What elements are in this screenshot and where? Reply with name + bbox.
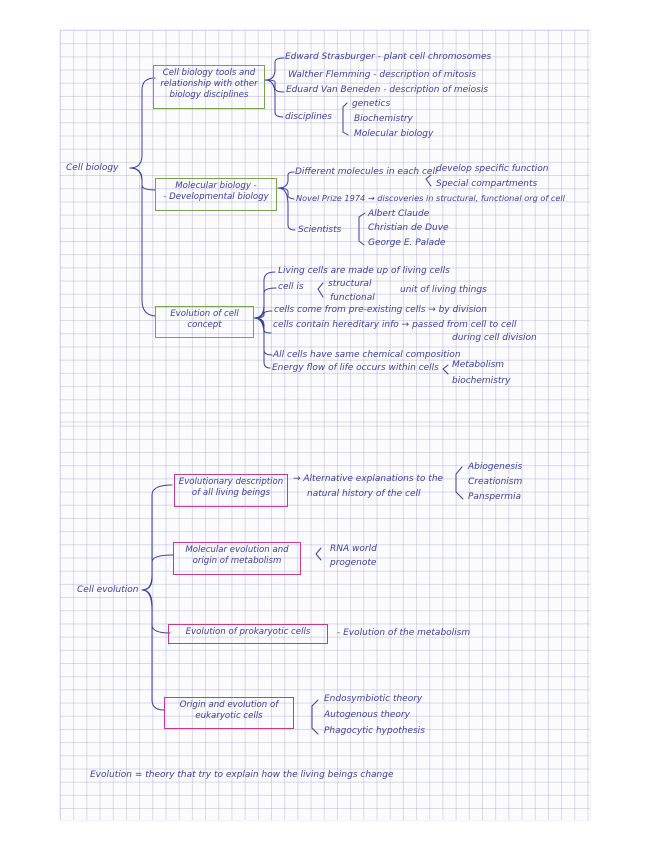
- natural-history-note: natural history of the cell: [307, 489, 421, 499]
- progenote-note: progenote: [330, 558, 377, 568]
- living-cells-note: Living cells are made up of living cells: [278, 266, 450, 276]
- box-line: Molecular evolution and: [185, 545, 289, 555]
- molecular-evolution-box: [173, 542, 301, 575]
- cell-biology-root: Cell biology: [66, 163, 119, 173]
- energy-flow-note: Energy flow of life occurs within cells: [272, 363, 439, 373]
- creationism-note: Creationism: [468, 477, 523, 487]
- box-line: Evolution of prokaryotic cells: [185, 627, 311, 637]
- specific-function-note: develop specific function: [436, 164, 549, 174]
- box-line: - Developmental biology: [163, 192, 269, 202]
- flemming-note: Walther Flemming - description of mitosis: [288, 70, 477, 80]
- structural-note: structural: [328, 279, 372, 289]
- phagocytic-hypothesis-note: Phagocytic hypothesis: [324, 726, 425, 736]
- evolution-definition-note: Evolution = theory that try to explain how the living beings change: [90, 770, 394, 780]
- evolution-of-metabolism-note: - Evolution of the metabolism: [337, 628, 471, 638]
- discipline-molecular-biology: Molecular biology: [354, 129, 434, 139]
- biochemistry-note: biochemistry: [452, 376, 511, 386]
- beneden-note: Eduard Van Beneden - description of meiosis: [286, 85, 489, 95]
- rna-world-note: RNA world: [330, 544, 377, 554]
- origin-eukaryotic-box: [164, 697, 294, 729]
- evolution-of-cell-concept-box: [155, 306, 254, 338]
- box-line: Evolution of cell: [170, 309, 239, 319]
- box-line: eukaryotic cells: [195, 711, 263, 721]
- scientist-palade: George E. Palade: [368, 238, 446, 248]
- hereditary-info-note: cells contain hereditary info → passed from cell to cell: [273, 320, 517, 330]
- box-line: Molecular biology -: [175, 181, 257, 191]
- metabolism-note: Metabolism: [452, 360, 505, 370]
- branch1-brace: [265, 58, 284, 80]
- box-line: Evolutionary description: [178, 477, 284, 487]
- box-line: relationship with other: [160, 79, 258, 89]
- during-cell-division-note: during cell division: [452, 333, 537, 343]
- box-line: biology disciplines: [169, 90, 249, 100]
- branch2-brace: [278, 172, 294, 188]
- discipline-biochemistry: Biochemistry: [354, 114, 413, 124]
- discipline-genetics: genetics: [352, 99, 391, 109]
- scientist-de-duve: Christian de Duve: [368, 223, 449, 233]
- box-line: Origin and evolution of: [179, 700, 279, 710]
- functional-note: functional: [330, 293, 375, 303]
- pre-existing-cells-note: cells come from pre-existing cells → by division: [274, 305, 487, 315]
- abiogenesis-note: Abiogenesis: [468, 462, 523, 472]
- box-line: of all living beings: [191, 488, 271, 498]
- chemical-composition-note: All cells have same chemical composition: [273, 350, 461, 360]
- special-compartments-note: Special compartments: [436, 179, 538, 189]
- root-brace-top: [130, 78, 155, 168]
- box-line: origin of metabolism: [192, 556, 282, 566]
- root-brace-bottom: [142, 485, 172, 590]
- alternative-explanations-note: → Alternative explanations to the: [293, 474, 444, 484]
- scientist-claude: Albert Claude: [368, 209, 430, 219]
- strasburger-note: Edward Strasburger - plant cell chromosomes: [285, 52, 492, 62]
- autogenous-theory-note: Autogenous theory: [324, 710, 410, 720]
- evolutionary-description-box: [174, 474, 288, 507]
- different-molecules-note: Different molecules in each cell: [295, 167, 438, 177]
- box-line: concept: [187, 320, 222, 330]
- panspermia-note: Panspermia: [468, 492, 522, 502]
- disciplines-label: disciplines: [285, 112, 332, 122]
- cell-evolution-root: Cell evolution: [77, 585, 139, 595]
- cell-biology-tools-box: [153, 65, 265, 109]
- endosymbiotic-theory-note: Endosymbiotic theory: [324, 694, 423, 704]
- unit-of-living-things-note: unit of living things: [400, 285, 487, 295]
- novel-prize-note: Novel Prize 1974 → discoveries in structural, functional org of cell: [296, 193, 565, 203]
- evolution-prokaryotic-box: [168, 624, 328, 644]
- scientists-label: Scientists: [298, 225, 342, 235]
- cell-is-note: cell is: [278, 282, 304, 292]
- box-line: Cell biology tools and: [162, 68, 256, 78]
- molecular-biology-box: [155, 178, 277, 211]
